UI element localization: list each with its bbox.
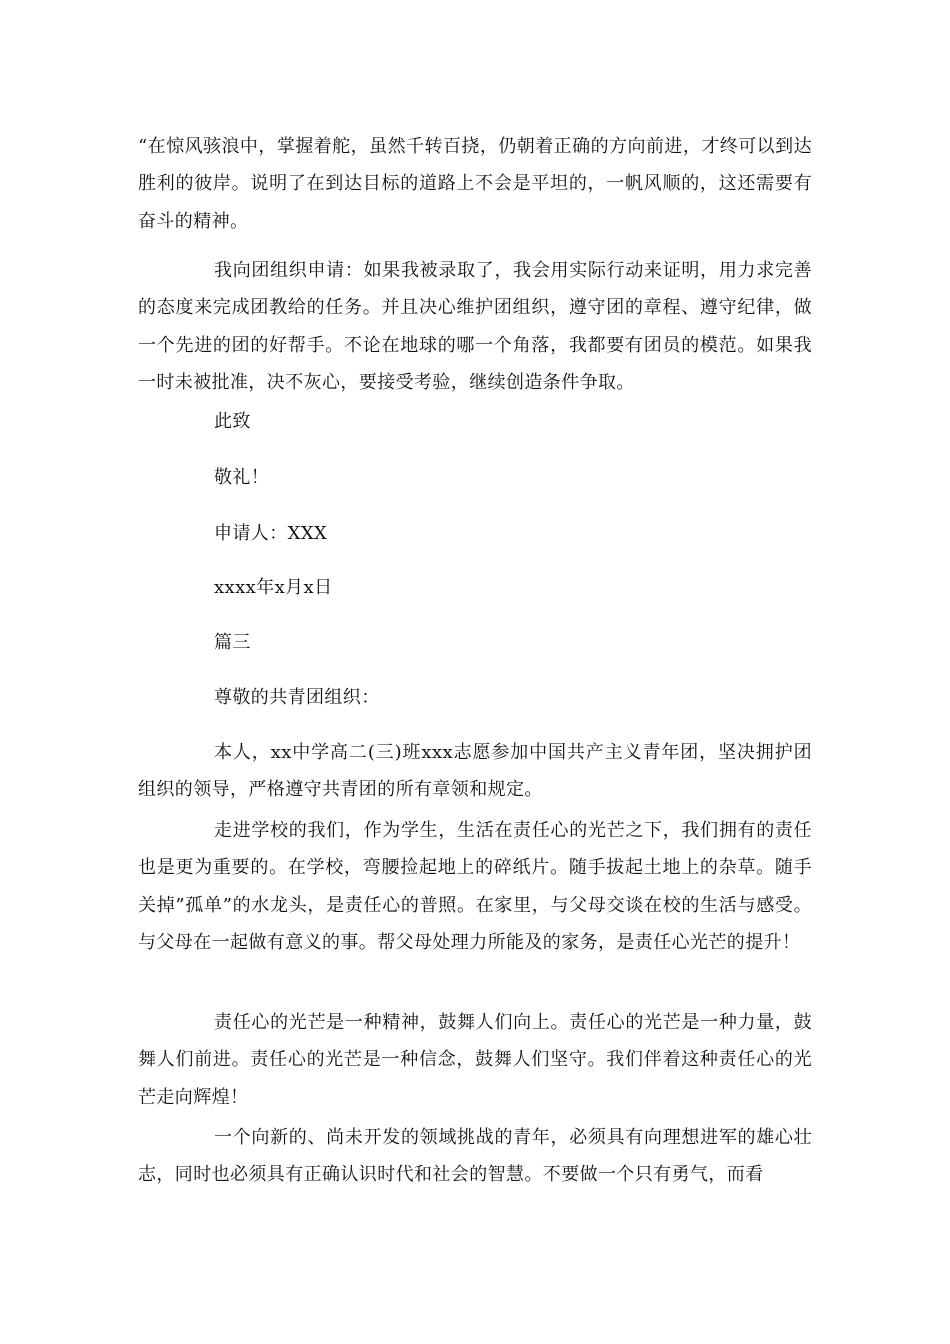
date-line: xxxx年x月x日: [214, 577, 333, 598]
closing-jing-li: 敬礼！: [214, 467, 270, 488]
paragraph-responsibility: 走进学校的我们，作为学生，生活在责任心的光芒之下，我们拥有的责任也是更为重要的。在学校，弯腰捡起地上的碎纸片。随手拔起土地上的杂草。随手关掉”孤单”的水龙头，是责任心的普照。在家里，与父母交谈在校的生活与感受。与父母在一起做有意义的事。帮父母处理力所能及的家务，是责任心光芒的提升！: [138, 820, 812, 953]
paragraph-light: 责任心的光芒是一种精神，鼓舞人们向上。责任心的光芒是一种力量，鼓舞人们前进。责任心的光芒是一种信念，鼓舞人们坚守。我们伴着这种责任心的光芒走向辉煌！: [138, 1012, 812, 1108]
paragraph-application: 我向团组织申请：如果我被录取了，我会用实际行动来证明，用力求完善的态度来完成团教给的任务。并且决心维护团组织，遵守团的章程、遵守纪律，做一个先进的团的好帮手。不论在地球的哪一个角落，我都要有团员的模范。如果我一时未被批准，决不灰心，要接受考验，继续创造条件争取。: [138, 260, 812, 393]
paragraph-self-intro: 本人，xx中学高二(三)班xxx志愿参加中国共产主义青年团，坚决拥护团组织的领导，严格遵守共青团的所有章领和规定。: [138, 742, 812, 801]
section-heading: 篇三: [214, 632, 251, 653]
paragraph-quote: “在惊风骇浪中，掌握着舵，虽然千转百挠，仍朝着正确的方向前进，才终可以到达胜利的彼岸。说明了在到达目标的道路上不会是平坦的，一帆风顺的，这还需要有奋斗的精神。: [138, 136, 812, 232]
salutation: 尊敬的共青团组织：: [214, 687, 380, 708]
closing-ci-zhi: 此致: [214, 411, 251, 432]
paragraph-youth: 一个向新的、尚未开发的领域挑战的青年，必须具有向理想进军的雄心壮志，同时也必须具有正确认识时代和社会的智慧。不要做一个只有勇气，而看: [138, 1127, 812, 1186]
applicant-line: 申请人：XXX: [214, 523, 328, 544]
